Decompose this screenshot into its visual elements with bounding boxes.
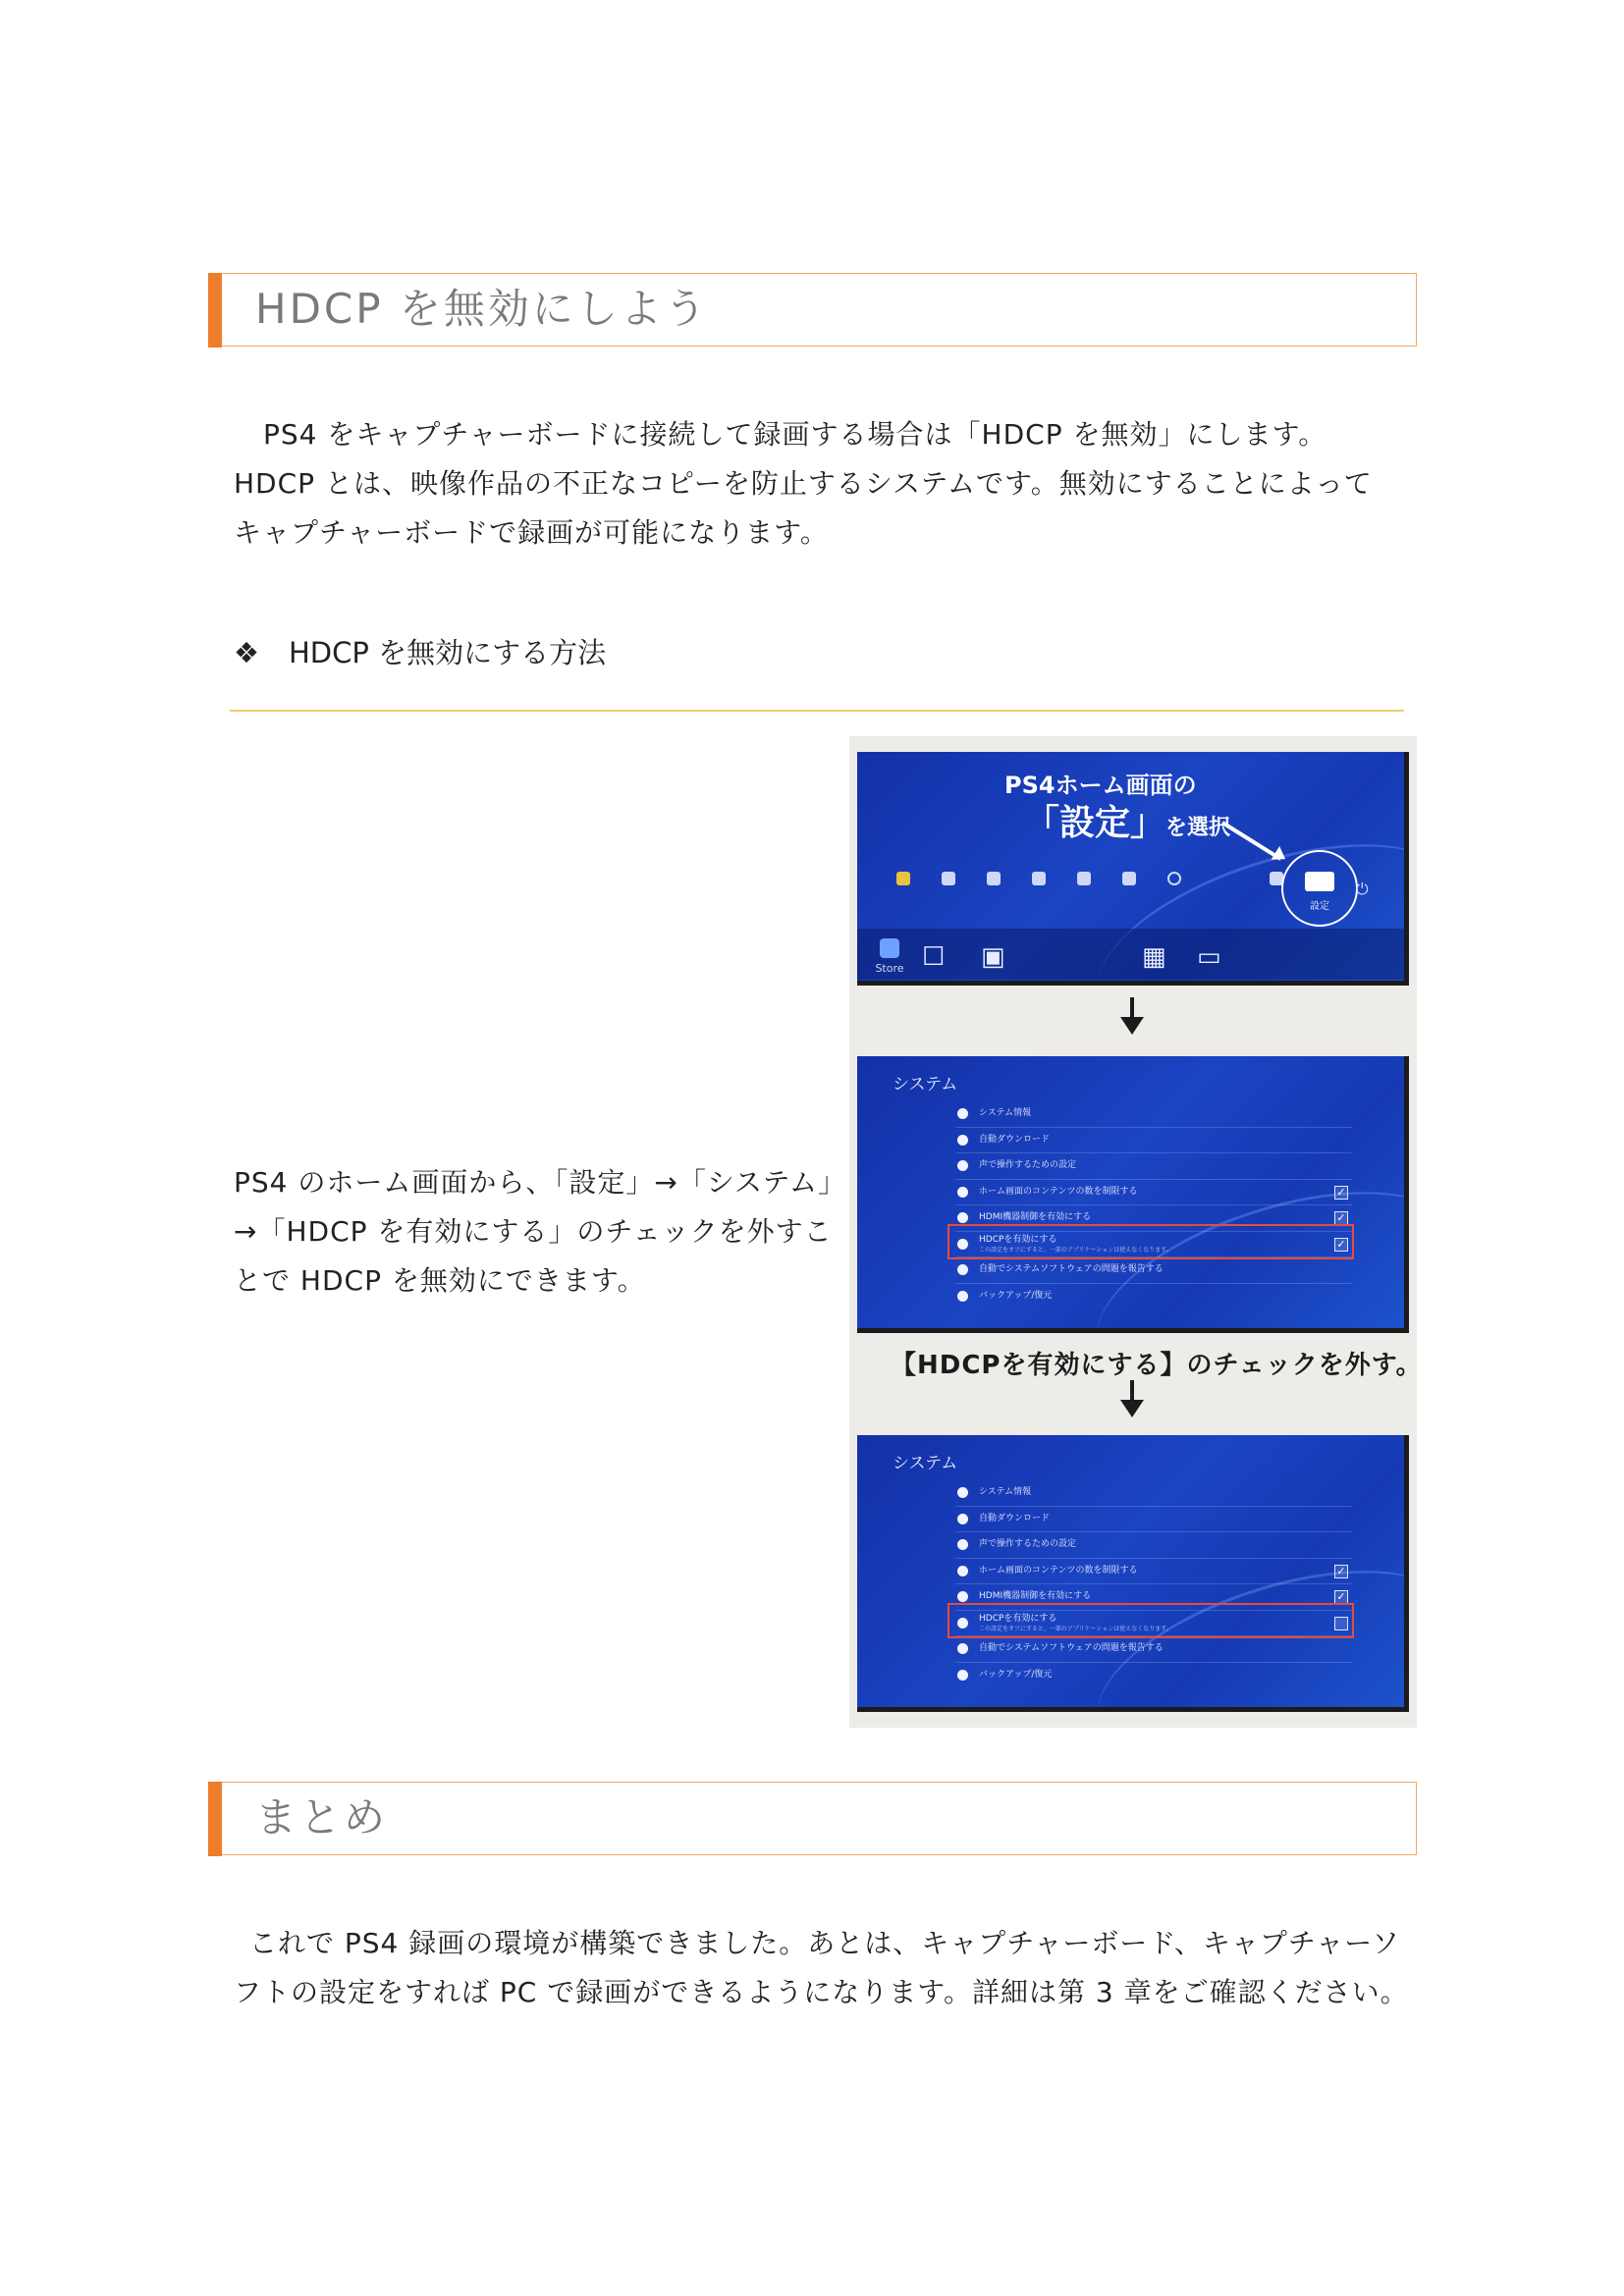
method-subheading [234, 631, 606, 671]
checkbox-checked-icon: ✓ [1334, 1565, 1348, 1578]
menu-item-auto-report: 自動でシステムソフトウェアの問題を報告する [955, 1257, 1352, 1284]
playstation-store-icon [880, 938, 899, 958]
menu-item-voice: 声で操作するための設定 [955, 1532, 1352, 1559]
down-arrow-icon-2 [1130, 1380, 1134, 1406]
section-title: HDCP を無効にしよう [255, 285, 709, 333]
home-caption-setting: 「設定」 [1024, 803, 1166, 843]
subheading-rule [230, 710, 1404, 712]
hdcp-note: この設定をオフにすると、一部のアプリケーションは使えなくなります。 [979, 1246, 1172, 1254]
down-arrow-icon-1 [1130, 997, 1134, 1023]
checkbox-checked-icon: ✓ [1334, 1590, 1348, 1604]
system-settings-screen-checked [857, 1056, 1409, 1333]
instruction-line-1: PS4 のホーム画面から、「設定」→「システム」 [234, 1166, 847, 1199]
system-screen-title: システム [893, 1075, 958, 1095]
notifications-icon [1077, 872, 1091, 885]
summary-line-1: これで PS4 録画の環境が構築できました。あとは、キャプチャーボード、キャプチャーソ [249, 1927, 1400, 1959]
wrench-icon [957, 1264, 968, 1275]
menu-item-voice: 声で操作するための設定 [955, 1153, 1352, 1180]
checkbox-checked-icon: ✓ [1334, 1211, 1348, 1225]
menu-item-hdcp: HDCPを有効にする この設定をオフにすると、一部のアプリケーションは使えなくなります。 [955, 1611, 1352, 1637]
home-caption-select: を選択 [1165, 816, 1231, 840]
wrench-icon [957, 1291, 968, 1302]
system-settings-screen-unchecked [857, 1435, 1409, 1712]
settings-icon-label: 設定 [1310, 901, 1329, 912]
screen-icon: ▭ [1197, 942, 1221, 972]
wrench-icon [957, 1160, 968, 1171]
menu-item-auto-download: 自動ダウンロード [955, 1128, 1352, 1154]
function-area-icons [896, 872, 1319, 901]
wrench-icon [957, 1212, 968, 1223]
hdcp-note: この設定をオフにすると、一部のアプリケーションは使えなくなります。 [979, 1625, 1172, 1632]
method-subheading-text: HDCP を無効にする方法 [289, 636, 607, 669]
menu-item-auto-report: 自動でシステムソフトウェアの問題を報告する [955, 1636, 1352, 1663]
plus-icon [896, 872, 910, 885]
wrench-icon [957, 1514, 968, 1524]
ps4-steps-illustration [849, 736, 1423, 1728]
checkbox-checked-icon: ✓ [1334, 1238, 1348, 1252]
intro-line-3: キャプチャーボードで録画が可能になります。 [234, 516, 829, 549]
menu-item-hdmi-control: HDMI機器制御を有効にする ✓ [955, 1584, 1352, 1611]
menu-item-system-info: システム情報 [955, 1101, 1352, 1128]
wrench-icon [957, 1539, 968, 1550]
wrench-icon [957, 1566, 968, 1576]
menu-item-hdmi-control: HDMI機器制御を有効にする ✓ [955, 1205, 1352, 1232]
menu-item-backup: バックアップ/復元 [955, 1663, 1352, 1688]
info-icon [942, 872, 955, 885]
store-label: Store [875, 962, 904, 975]
wrench-icon [957, 1643, 968, 1654]
toolbox-settings-icon [1305, 872, 1334, 891]
messages-icon [987, 872, 1001, 885]
instruction-line-2: →「HDCP を有効にする」のチェックを外すこ [234, 1215, 833, 1248]
hdcp-highlight-box [947, 1603, 1354, 1638]
ps4-home-screen [857, 752, 1409, 986]
section-heading-hdcp [208, 273, 1417, 347]
diamond-bullet-icon: ❖ [234, 636, 259, 669]
refresh-icon [1167, 872, 1181, 885]
party-icon [1122, 872, 1136, 885]
library-icon: ☐ [922, 942, 946, 972]
wrench-icon [957, 1487, 968, 1498]
summary-line-2: フトの設定をすれば PC で録画ができるようになります。詳細は第 3 章をご確認ください。 [234, 1976, 1409, 2008]
intro-line-2: HDCP とは、映像作品の不正なコピーを防止するシステムです。無効にすることによって [234, 467, 1373, 500]
menu-item-auto-download: 自動ダウンロード [955, 1507, 1352, 1533]
section-title: まとめ [255, 1793, 389, 1842]
tv-video-icon: ▦ [1142, 942, 1166, 972]
wrench-icon [957, 1670, 968, 1681]
home-caption-line2 [1024, 795, 1230, 845]
menu-item-backup: バックアップ/復元 [955, 1284, 1352, 1309]
instruction-line-3: とで HDCP を無効にできます。 [234, 1264, 646, 1297]
wrench-icon [957, 1187, 968, 1198]
system-menu [955, 1480, 1352, 1687]
settings-highlight-circle [1281, 850, 1358, 927]
hdcp-highlight-box [947, 1224, 1354, 1259]
power-icon: ⏻ [1356, 880, 1369, 898]
store-tile [865, 934, 914, 980]
wrench-icon [957, 1591, 968, 1602]
home-caption-line1: PS4ホーム画面の [1004, 772, 1197, 799]
wrench-icon [957, 1135, 968, 1146]
uncheck-caption: 【HDCPを有効にする】のチェックを外す。 [891, 1351, 1423, 1380]
menu-item-system-info: システム情報 [955, 1480, 1352, 1507]
system-menu [955, 1101, 1352, 1308]
friends-icon [1032, 872, 1046, 885]
gallery-icon: ▣ [981, 942, 1005, 972]
intro-line-1: PS4 をキャプチャーボードに接続して録画する場合は「HDCP を無効」にします。 [263, 418, 1327, 451]
section-heading-summary [208, 1782, 1417, 1855]
menu-item-hdcp: HDCPを有効にする この設定をオフにすると、一部のアプリケーションは使えなくなります。 ✓ [955, 1232, 1352, 1258]
wrench-icon [957, 1108, 968, 1119]
system-screen-title: システム [893, 1454, 958, 1473]
checkbox-checked-icon: ✓ [1334, 1186, 1348, 1200]
menu-item-limit-content: ホーム画面のコンテンツの数を制限する ✓ [955, 1559, 1352, 1585]
menu-item-limit-content: ホーム画面のコンテンツの数を制限する ✓ [955, 1180, 1352, 1206]
